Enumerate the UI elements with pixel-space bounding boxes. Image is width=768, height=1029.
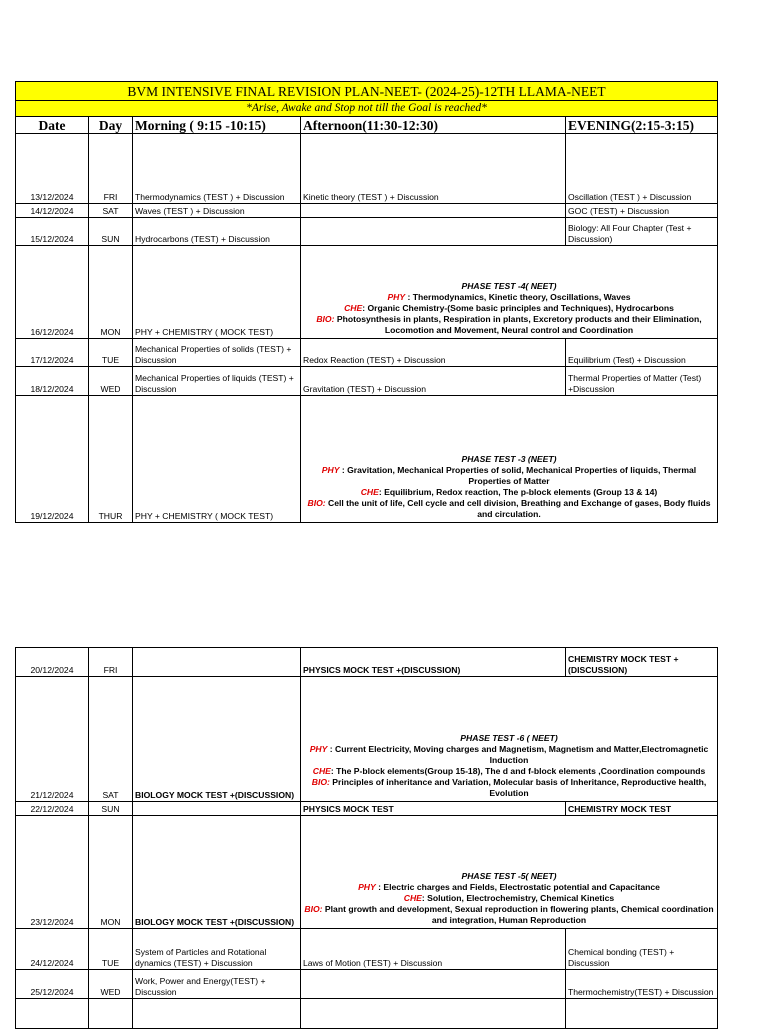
phase-test-3 bbox=[301, 396, 718, 523]
phy-topics: : Current Electricity, Moving charges and Magnetism, Magnetism and Matter,Electromagnetic Induction bbox=[327, 744, 709, 765]
phase-test-bio bbox=[303, 498, 715, 520]
row-morning: Hydrocarbons (TEST) + Discussion bbox=[133, 218, 301, 246]
row-day: FRI bbox=[89, 134, 133, 204]
row-date: 23/12/2024 bbox=[16, 816, 89, 929]
row-day: MON bbox=[89, 246, 133, 339]
phy-topics: : Gravitation, Mechanical Properties of solid, Mechanical Properties of liquids, Thermal Properties of Matter bbox=[339, 465, 697, 486]
row-evening: Equilibrium (Test) + Discussion bbox=[566, 339, 718, 367]
phy-label: PHY bbox=[321, 465, 340, 475]
row-evening: Biology: All Four Chapter (Test + Discussion) bbox=[566, 218, 718, 246]
phase-test-phy bbox=[303, 744, 715, 766]
row-morning: Mechanical Properties of liquids (TEST) + Discussion bbox=[133, 367, 301, 396]
phy-label: PHY bbox=[309, 744, 328, 754]
row-day: MON bbox=[89, 816, 133, 929]
row-morning: PHY + CHEMISTRY ( MOCK TEST) bbox=[133, 246, 301, 339]
che-label: CHE bbox=[312, 766, 331, 776]
row-date: 13/12/2024 bbox=[16, 134, 89, 204]
che-topics: : Solution, Electrochemistry, Chemical Kinetics bbox=[421, 893, 615, 903]
header-day: Day bbox=[89, 117, 133, 134]
row-evening: Chemical bonding (TEST) + Discussion bbox=[566, 929, 718, 970]
schedule-table-2 bbox=[15, 647, 718, 1029]
row-evening: CHEMISTRY MOCK TEST bbox=[566, 802, 718, 816]
table-row bbox=[16, 929, 718, 970]
bio-topics: Principles of inheritance and Variation, Molecular basis of Inheritance, Reproductive health, Evolution bbox=[329, 777, 707, 798]
table-row bbox=[16, 339, 718, 367]
table-row bbox=[16, 246, 718, 339]
phase-test-title: PHASE TEST -5( NEET) bbox=[461, 871, 557, 881]
plan-title: BVM INTENSIVE FINAL REVISION PLAN-NEET- (2024-25)-12TH LLAMA-NEET bbox=[16, 82, 718, 101]
table-row bbox=[16, 396, 718, 523]
bio-label: BIO: bbox=[307, 498, 326, 508]
phase-test-che bbox=[303, 893, 715, 904]
phase-test-phy bbox=[303, 292, 715, 303]
header-date: Date bbox=[16, 117, 89, 134]
table-row bbox=[16, 204, 718, 218]
row-evening: Thermal Properties of Matter (Test) +Discussion bbox=[566, 367, 718, 396]
schedule-table-1 bbox=[15, 81, 718, 523]
row-day: TUE bbox=[89, 339, 133, 367]
che-label: CHE bbox=[403, 893, 422, 903]
table-row bbox=[16, 999, 718, 1029]
table-row bbox=[16, 816, 718, 929]
phase-test-bio bbox=[303, 314, 715, 336]
row-morning: Thermodynamics (TEST ) + Discussion bbox=[133, 134, 301, 204]
row-day: TUE bbox=[89, 929, 133, 970]
row-evening: Oscillation (TEST ) + Discussion bbox=[566, 134, 718, 204]
row-day: SUN bbox=[89, 802, 133, 816]
phase-test-phy bbox=[303, 882, 715, 893]
row-date: 25/12/2024 bbox=[16, 970, 89, 999]
row-morning: BIOLOGY MOCK TEST +(DISCUSSION) bbox=[133, 816, 301, 929]
table-row bbox=[16, 970, 718, 999]
row-date: 15/12/2024 bbox=[16, 218, 89, 246]
phase-test-6 bbox=[301, 677, 718, 802]
row-morning bbox=[133, 648, 301, 677]
bio-topics: Cell the unit of life, Cell cycle and cell division, Breathing and Exchange of gases, Body fluids and circulation. bbox=[325, 498, 711, 519]
row-morning: BIOLOGY MOCK TEST +(DISCUSSION) bbox=[133, 677, 301, 802]
row-date: 14/12/2024 bbox=[16, 204, 89, 218]
phase-test-4 bbox=[301, 246, 718, 339]
table-row bbox=[16, 677, 718, 802]
phase-test-che bbox=[303, 487, 715, 498]
row-day: SAT bbox=[89, 204, 133, 218]
row-evening: GOC (TEST) + Discussion bbox=[566, 204, 718, 218]
row-evening: Thermochemistry(TEST) + Discussion bbox=[566, 970, 718, 999]
phase-test-title: PHASE TEST -3 (NEET) bbox=[461, 454, 557, 464]
che-label: CHE bbox=[344, 303, 363, 313]
bio-topics: Plant growth and development, Sexual reproduction in flowering plants, Chemical coordination and integration, Human Reproduction bbox=[322, 904, 714, 925]
motto: *Arise, Awake and Stop not till the Goal is reached* bbox=[16, 101, 718, 117]
table-row bbox=[16, 218, 718, 246]
row-afternoon bbox=[301, 204, 566, 218]
row-morning: Work, Power and Energy(TEST) + Discussion bbox=[133, 970, 301, 999]
row-date: 17/12/2024 bbox=[16, 339, 89, 367]
che-topics: : Organic Chemistry-(Some basic principles and Techniques), Hydrocarbons bbox=[362, 303, 674, 313]
row-date: 24/12/2024 bbox=[16, 929, 89, 970]
row-evening: CHEMISTRY MOCK TEST +(DISCUSSION) bbox=[566, 648, 718, 677]
phase-test-title: PHASE TEST -4( NEET) bbox=[461, 281, 557, 291]
table-row bbox=[16, 802, 718, 816]
row-day: WED bbox=[89, 367, 133, 396]
phy-topics: : Electric charges and Fields, Electrostatic potential and Capacitance bbox=[375, 882, 660, 892]
table-row bbox=[16, 367, 718, 396]
row-day: THUR bbox=[89, 396, 133, 523]
phase-test-5 bbox=[301, 816, 718, 929]
phy-topics: : Thermodynamics, Kinetic theory, Oscillations, Waves bbox=[405, 292, 631, 302]
row-date: 22/12/2024 bbox=[16, 802, 89, 816]
row-afternoon: PHYSICS MOCK TEST +(DISCUSSION) bbox=[301, 648, 566, 677]
row-afternoon bbox=[301, 970, 566, 999]
table-row bbox=[16, 648, 718, 677]
phase-test-phy bbox=[303, 465, 715, 487]
phase-test-bio bbox=[303, 777, 715, 799]
phase-test-che bbox=[303, 766, 715, 777]
row-morning: Waves (TEST ) + Discussion bbox=[133, 204, 301, 218]
row-afternoon: Kinetic theory (TEST ) + Discussion bbox=[301, 134, 566, 204]
row-day: FRI bbox=[89, 648, 133, 677]
bio-label: BIO: bbox=[304, 904, 323, 914]
row-day: SAT bbox=[89, 677, 133, 802]
row-day: SUN bbox=[89, 218, 133, 246]
row-date: 20/12/2024 bbox=[16, 648, 89, 677]
phy-label: PHY bbox=[387, 292, 406, 302]
bio-label: BIO: bbox=[316, 314, 335, 324]
row-afternoon: Gravitation (TEST) + Discussion bbox=[301, 367, 566, 396]
che-label: CHE bbox=[360, 487, 379, 497]
header-evening: EVENING(2:15-3:15) bbox=[566, 117, 718, 134]
phase-test-bio bbox=[303, 904, 715, 926]
phase-test-che bbox=[303, 303, 715, 314]
row-morning: PHY + CHEMISTRY ( MOCK TEST) bbox=[133, 396, 301, 523]
row-afternoon: Laws of Motion (TEST) + Discussion bbox=[301, 929, 566, 970]
row-morning: System of Particles and Rotational dynamics (TEST) + Discussion bbox=[133, 929, 301, 970]
header-morning: Morning ( 9:15 -10:15) bbox=[133, 117, 301, 134]
che-topics: : Equilibrium, Redox reaction, The p-block elements (Group 13 & 14) bbox=[378, 487, 658, 497]
row-date: 18/12/2024 bbox=[16, 367, 89, 396]
bio-label: BIO: bbox=[311, 777, 330, 787]
header-afternoon: Afternoon(11:30-12:30) bbox=[301, 117, 566, 134]
phy-label: PHY bbox=[358, 882, 376, 892]
row-date: 16/12/2024 bbox=[16, 246, 89, 339]
che-topics: : The P-block elements(Group 15-18), The d and f-block elements ,Coordination compounds bbox=[330, 766, 706, 776]
row-day: WED bbox=[89, 970, 133, 999]
row-afternoon: PHYSICS MOCK TEST bbox=[301, 802, 566, 816]
row-morning: Mechanical Properties of solids (TEST) + Discussion bbox=[133, 339, 301, 367]
row-afternoon: Redox Reaction (TEST) + Discussion bbox=[301, 339, 566, 367]
phase-test-title: PHASE TEST -6 ( NEET) bbox=[460, 733, 558, 743]
row-afternoon bbox=[301, 218, 566, 246]
row-date: 21/12/2024 bbox=[16, 677, 89, 802]
table-row bbox=[16, 134, 718, 204]
row-date: 19/12/2024 bbox=[16, 396, 89, 523]
row-morning bbox=[133, 802, 301, 816]
bio-topics: Photosynthesis in plants, Respiration in plants, Excretory products and their Elimination, Locomotion and Movement, Neural control and Coordination bbox=[334, 314, 702, 335]
